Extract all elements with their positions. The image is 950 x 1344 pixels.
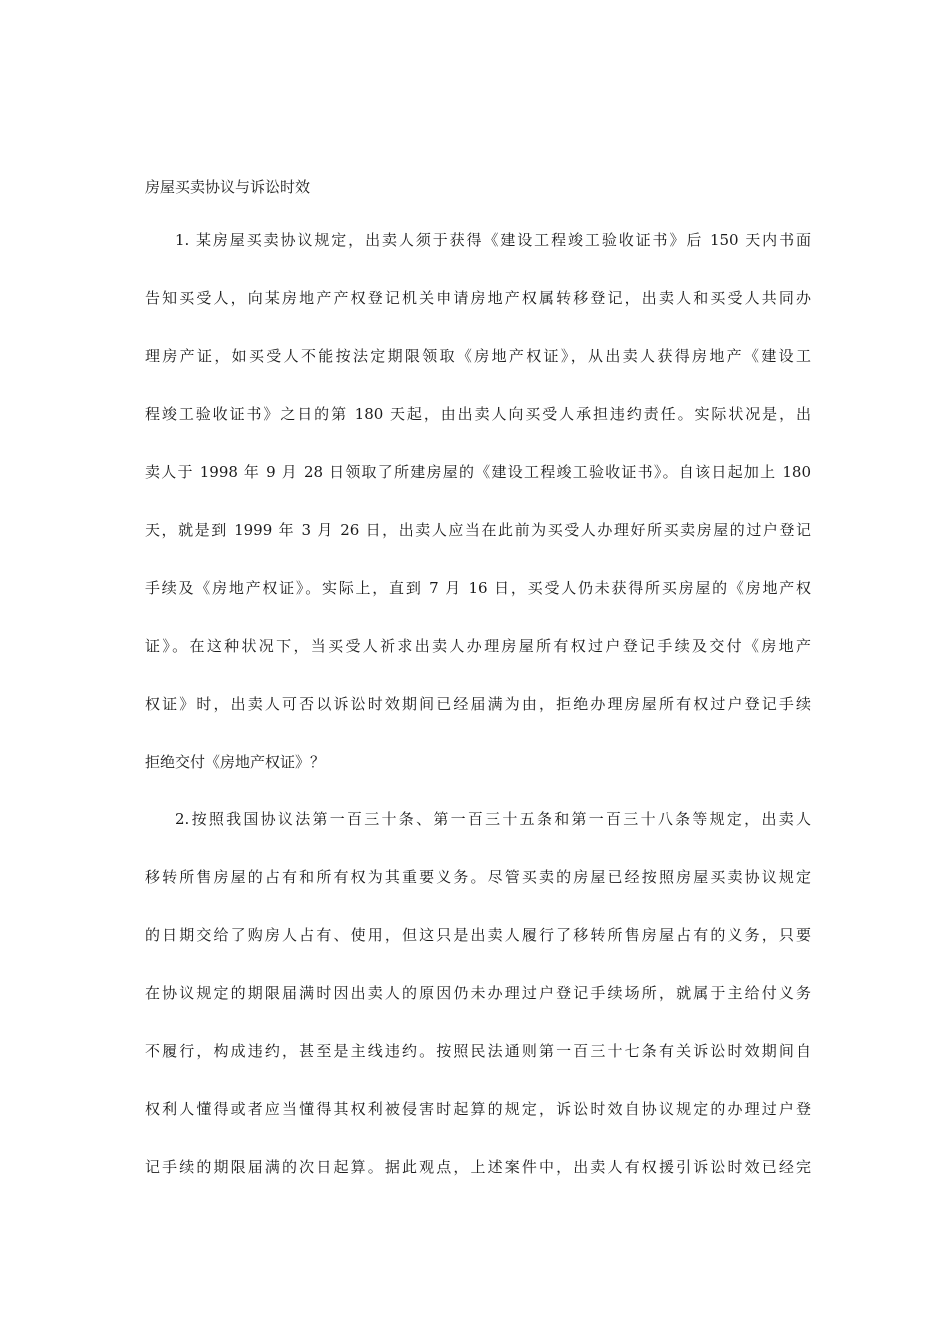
paragraph-2-line: 2.按照我国协议法第一百三十条、第一百三十五条和第一百三十八条等规定，出卖人 (175, 810, 811, 828)
paragraph-1-line: 1. 某房屋买卖协议规定，出卖人须于获得《建设工程竣工验收证书》后 150 天内书面 (175, 231, 811, 249)
paragraph-1 (145, 211, 811, 791)
paragraph-1-line: 拒绝交付《房地产权证》？ (145, 753, 326, 771)
paragraph-1-line: 告知买受人，向某房地产产权登记机关申请房地产权属转移登记，出卖人和买受人共同办 (145, 289, 811, 307)
paragraph-2-line: 移转所售房屋的占有和所有权为其重要义务。尽管买卖的房屋已经按照房屋买卖协议规定 (145, 868, 811, 886)
paragraph-2-line: 不履行，构成违约，甚至是主线违约。按照民法通则第一百三十七条有关诉讼时效期间自 (145, 1042, 811, 1060)
document-title: 房屋买卖协议与诉讼时效 (145, 178, 311, 196)
paragraph-2-line: 的日期交给了购房人占有、使用，但这只是出卖人履行了移转所售房屋占有的义务，只要 (145, 926, 811, 944)
paragraph-1-line: 权证》时，出卖人可否以诉讼时效期间已经届满为由，拒绝办理房屋所有权过户登记手续 (145, 695, 811, 713)
paragraph-1-line: 证》。在这种状况下，当买受人祈求出卖人办理房屋所有权过户登记手续及交付《房地产 (145, 637, 811, 655)
paragraph-1-line: 天，就是到 1999 年 3 月 26 日，出卖人应当在此前为买受人办理好所买卖房屋的过户登记 (145, 521, 811, 539)
paragraph-1-line: 手续及《房地产权证》。实际上，直到 7 月 16 日，买受人仍未获得所买房屋的《房地产权 (145, 579, 811, 597)
paragraph-2-line: 记手续的期限届满的次日起算。据此观点，上述案件中，出卖人有权援引诉讼时效已经完 (145, 1158, 811, 1176)
paragraph-2 (145, 790, 811, 1196)
paragraph-1-line: 程竣工验收证书》之日的第 180 天起，由出卖人向买受人承担违约责任。实际状况是，出 (145, 405, 811, 423)
paragraph-2-line: 权利人懂得或者应当懂得其权利被侵害时起算的规定，诉讼时效自协议规定的办理过户登 (145, 1100, 811, 1118)
paragraph-1-line: 理房产证，如买受人不能按法定期限领取《房地产权证》，从出卖人获得房地产《建设工 (145, 347, 811, 365)
paragraph-2-line: 在协议规定的期限届满时因出卖人的原因仍未办理过户登记手续场所，就属于主给付义务 (145, 984, 811, 1002)
paragraph-1-line: 卖人于 1998 年 9 月 28 日领取了所建房屋的《建设工程竣工验收证书》。自该日起加上 180 (145, 463, 811, 481)
